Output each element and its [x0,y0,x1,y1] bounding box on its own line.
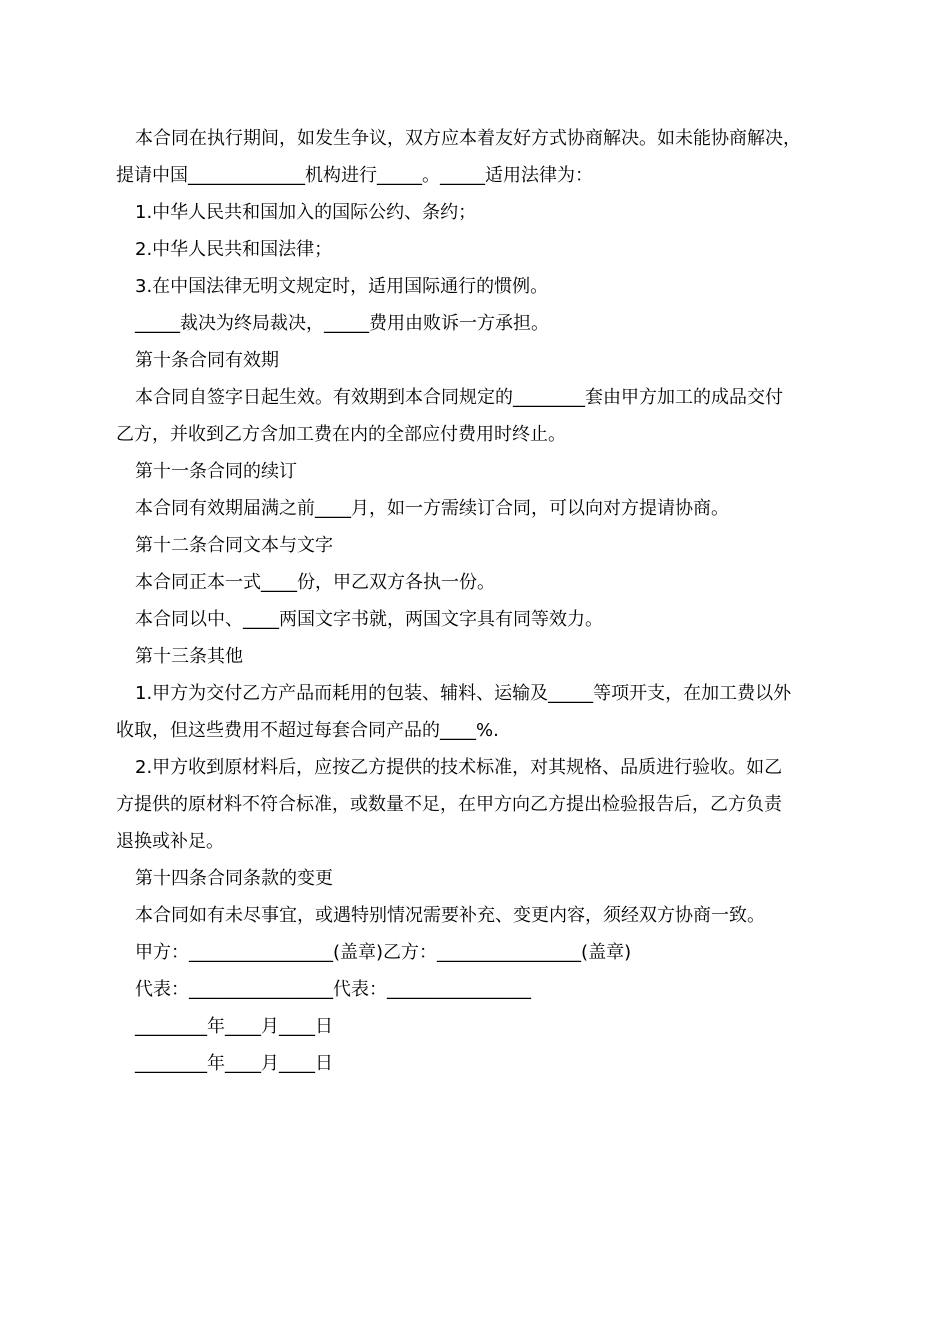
heading-article-11: 第十一条合同的续订 [135,461,297,482]
signature-representatives: 代表：________________代表：________________ [135,979,531,1000]
paragraph-dispute-resolution: 本合同在执行期间，如发生争议，双方应本着友好方式协商解决。如未能协商解决， [135,128,801,149]
list-item-other-2-end: 退换或补足。 [116,831,224,852]
list-item-law-1: 1.中华人民共和国加入的国际公约、条约； [135,202,477,223]
list-item-law-2: 2.中华人民共和国法律； [135,239,333,260]
paragraph-amendment: 本合同如有未尽事宜，或遇特别情况需要补充、变更内容，须经双方协商一致。 [135,905,765,926]
list-item-other-1-cont: 收取，但这些费用不超过每套合同产品的____%. [116,720,499,741]
document-body [116,120,836,1082]
signature-date-1: ________年____月____日 [135,1016,333,1037]
paragraph-validity-cont: 乙方，并收到乙方含加工费在内的全部应付费用时终止。 [116,424,566,445]
list-item-law-3: 3.在中国法律无明文规定时，适用国际通行的惯例。 [135,276,549,297]
list-item-other-2: 2.甲方收到原材料后，应按乙方提供的技术标准，对其规格、品质进行验收。如乙 [135,757,783,778]
heading-article-14: 第十四条合同条款的变更 [135,868,333,889]
list-item-other-2-cont: 方提供的原材料不符合标准，或数量不足，在甲方向乙方提出检验报告后，乙方负责 [116,794,782,815]
signature-date-2: ________年____月____日 [135,1053,333,1074]
paragraph-dispute-resolution-cont: 提请中国_____________机构进行_____。_____适用法律为： [116,165,593,186]
paragraph-languages: 本合同以中、____两国文字书就，两国文字具有同等效力。 [135,609,603,630]
heading-article-10: 第十条合同有效期 [135,350,279,371]
paragraph-copies: 本合同正本一式____份，甲乙双方各执一份。 [135,572,495,593]
list-item-other-1: 1.甲方为交付乙方产品而耗用的包装、辅料、运输及_____等项开支，在加工费以外 [135,683,792,704]
paragraph-validity: 本合同自签字日起生效。有效期到本合同规定的________套由甲方加工的成品交付 [135,387,783,408]
heading-article-12: 第十二条合同文本与文字 [135,535,333,556]
heading-article-13: 第十三条其他 [135,646,243,667]
paragraph-arbitration-final: _____裁决为终局裁决，_____费用由败诉一方承担。 [135,313,549,334]
paragraph-renewal: 本合同有效期届满之前____月，如一方需续订合同，可以向对方提请协商。 [135,498,729,519]
signature-parties: 甲方：________________(盖章)乙方：________________(盖章) [135,942,632,963]
